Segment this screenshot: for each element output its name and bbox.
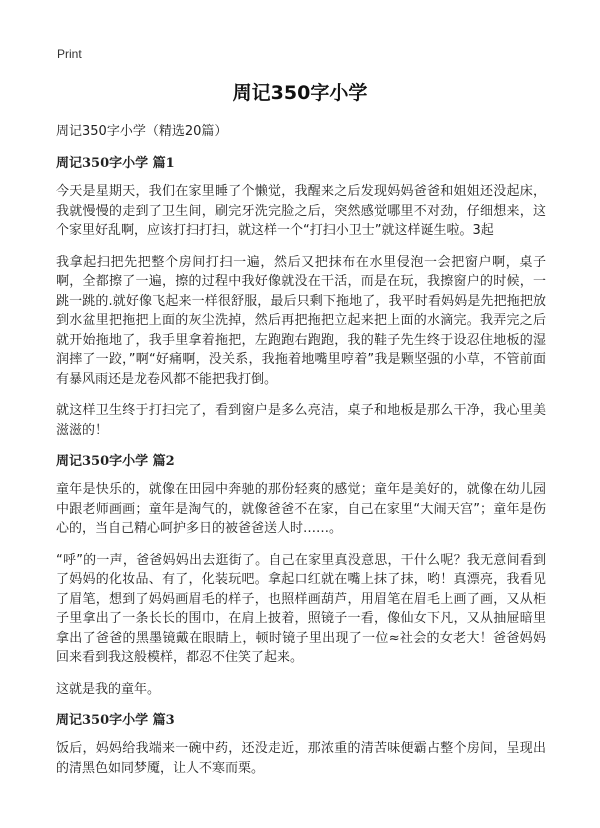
paragraph: “呼”的一声，爸爸妈妈出去逛街了。自己在家里真没意思，干什么呢？我无意间看到了妈妈的化妆品、有了，化装玩吧。拿起口红就在嘴上抹了抹，哟！真漂亮，我看见了眉笔，想到了妈妈画眉毛的样子，也照样画葫芦，用眉笔在眉毛上画了画，又从柜子里拿出了一条长长的围巾，在肩上披着，照镜子一看，像仙女下凡，又从抽屉暗里拿出了爸爸的黑墨镜戴在眼睛上，顿时镜子里出现了一位≈社会的女老大！爸爸妈妈回来看到我这般模样，都忍不住笑了起来。 <box>56 552 546 665</box>
paragraph: 这就是我的童年。 <box>56 681 161 697</box>
paragraph: 我拿起扫把先把整个房间打扫一遍，然后又把抹布在水里侵泡一会把窗户啊，桌子啊，全都擦了一遍，擦的过程中我好像就没在干活，而是在玩，我擦窗户的时候，一跳一跳的.就好像飞起来一样很舒服，最后只剩下拖地了，我平时看妈妈是先把拖把放到水盆里把拖把上面的灰尘洗掉，然后再把拖把立起来把上面的水滴完。我弄完之后就开始拖地了，我手里拿着拖把，左跑跑右跑跑，我的鞋子先生终于设忍住地板的湿润摔了一跤，”啊“好痛啊，没关系，我拖着地嘴里哼着”我是颗坚强的小草，不管前面有暴风雨还是龙卷风都不能把我打倒。 <box>56 254 546 387</box>
page-title: 周记350字小学 <box>232 82 368 104</box>
article-subtitle: 周记350字小学（精选20篇） <box>56 124 228 139</box>
section-2 <box>56 452 546 699</box>
paragraph: 童年是快乐的，就像在田园中奔驰的那份轻爽的感觉；童年是美好的，就像在幼儿园中跟老师画画；童年是淘气的，就像爸爸不在家，自己在家里“大闹天宫”；童年是伤心的，当自己精心呵护多日的被爸爸送人时……。 <box>56 482 546 536</box>
section-heading: 周记350字小学 篇2 <box>56 454 175 469</box>
section-heading: 周记350字小学 篇1 <box>56 156 175 171</box>
paragraph: 今天是星期天，我们在家里睡了个懒觉，我醒来之后发现妈妈爸爸和姐姐还没起床，我就慢慢的走到了卫生间，刷完牙洗完脸之后，突然感觉哪里不对劲，仔细想来，这个家里好乱啊，应该打扫打扫，就这样一个“打扫小卫士”就这样诞生啦。3起 <box>56 184 546 238</box>
paragraph: 就这样卫生终于打扫完了，看到窗户是多么亮洁，桌子和地板是那么干净，我心里美滋滋的！ <box>56 403 546 438</box>
print-link[interactable]: Print <box>57 47 82 61</box>
section-1 <box>56 154 546 440</box>
section-3 <box>56 711 546 778</box>
paragraph: 饭后，妈妈给我端来一碗中药，还没走近，那浓重的清苦味便霸占整个房间，呈现出的清黑色如同梦魇，让人不寒而栗。 <box>56 741 546 776</box>
article-body <box>56 122 546 790</box>
section-heading: 周记350字小学 篇3 <box>56 713 175 728</box>
